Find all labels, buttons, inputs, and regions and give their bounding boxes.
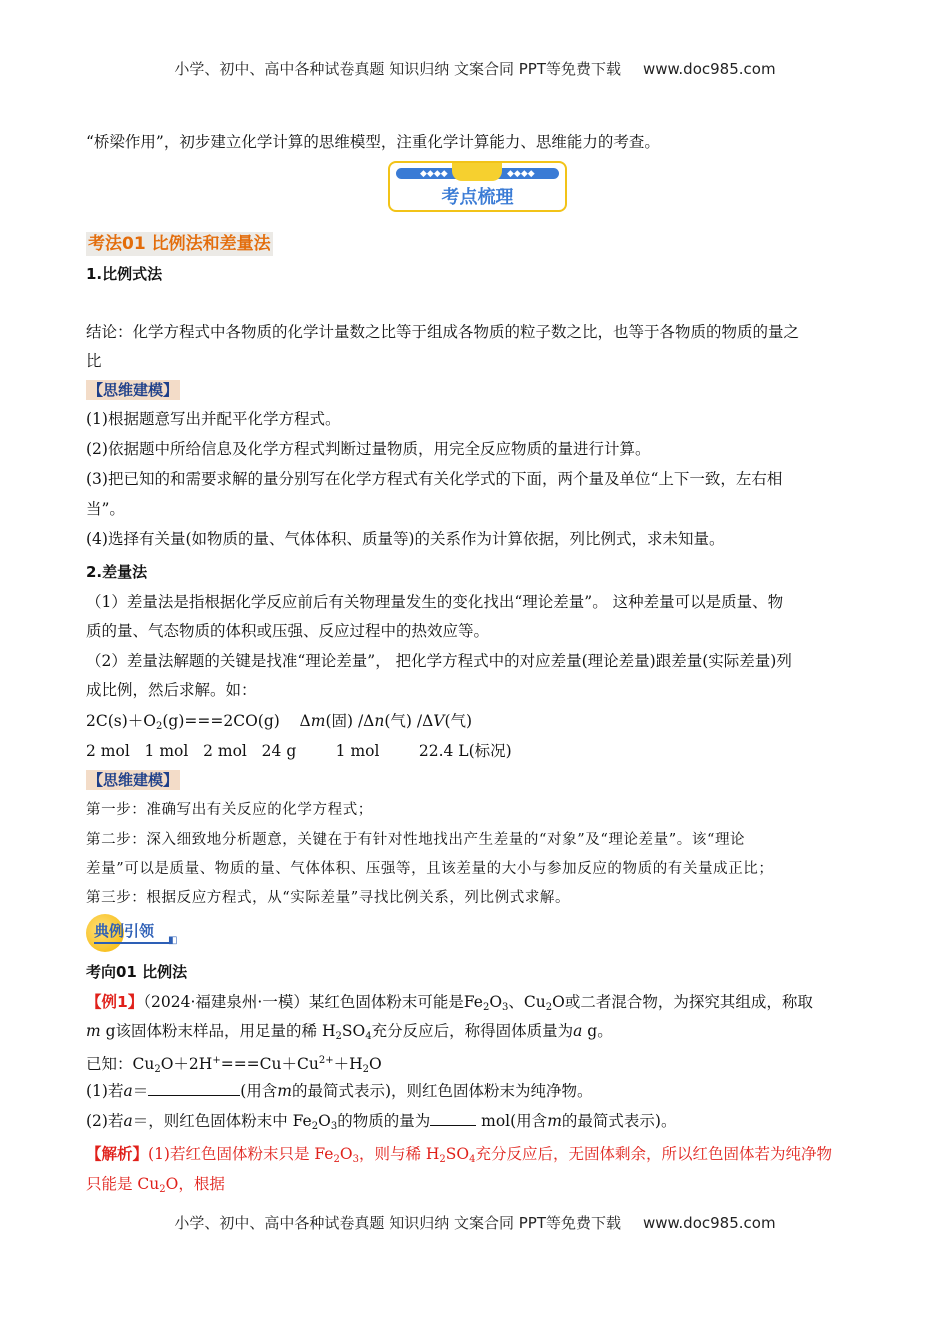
header-url[interactable]: www.doc985.com — [642, 60, 776, 78]
diff-p1b: 质的量、气态物质的体积或压强、反应过程中的热效应等。 — [86, 622, 490, 640]
method-title-wrap — [86, 229, 273, 254]
modeling-tag-1: 【思维建模】 — [88, 381, 179, 399]
step-3b: 当”。 — [86, 500, 125, 518]
badge-icon: ◧ — [168, 935, 178, 946]
analysis-line2: 只能是 $Cu_2O$，根据 — [86, 1175, 225, 1195]
step-first: 第一步：准确写出有关反应的化学方程式； — [86, 802, 373, 818]
reaction-amounts: 2 mol 1 mol 2 mol 24 g 1 mol 22.4 L(标况) — [86, 742, 512, 760]
method-title: 考法01 比例法和差量法 — [88, 234, 271, 254]
header-text: 小学、初中、高中各种试卷真题 知识归纳 文案合同 PPT等免费下载 — [174, 60, 621, 78]
conclusion-line2: 比 — [86, 352, 102, 370]
reaction-equation: $2C(s)+O_2(g)===2CO(g)$ Δm(固) /Δn(气) /ΔV(气) — [86, 712, 473, 732]
footer-url[interactable]: www.doc985.com — [642, 1214, 776, 1232]
step-4: (4)选择有关量(如物质的量、气体体积、质量等)的关系作为计算依据，列比例式，求未知量。 — [86, 530, 725, 548]
page-header — [0, 58, 950, 79]
example-line2: m g该固体粉末样品，用足量的稀 $H_2SO_4$充分反应后，称得固体质量为a g。 — [86, 1022, 613, 1042]
step-third: 第三步：根据反应方程式，从“实际差量”寻找比例关系，列比例式求解。 — [86, 890, 571, 906]
example-badge — [86, 914, 186, 952]
example-line1: 【例1】（2024·福建泉州·一模）某红色固体粉末可能是$Fe_2O_3$、$Cu_2O$或二者混合物，为探究其组成，称取 — [86, 993, 813, 1013]
modeling-tag-2: 【思维建模】 — [88, 771, 179, 789]
analysis-line1: 【解析】(1)若红色固体粉末只是 $Fe_2O_3$，则与稀 $H_2SO_4$充分反应后，无固体剩余，所以红色固体若为纯净物 — [86, 1145, 832, 1165]
step-1: (1)根据题意写出并配平化学方程式。 — [86, 410, 341, 428]
direction-heading: 考向01 比例法 — [86, 963, 188, 981]
banner-title: 考点梳理 — [441, 187, 514, 208]
answer-blank-1[interactable] — [148, 1081, 240, 1096]
banner-dots-left: ◆◆◆◆ — [420, 169, 448, 179]
badge-rule — [94, 942, 172, 944]
diff-p2b: 成比例，然后求解。如： — [86, 681, 257, 699]
intro-text: “桥梁作用”，初步建立化学计算的思维模型，注重化学计算能力、思维能力的考查。 — [86, 133, 660, 151]
badge-label: 典例引领 — [94, 922, 155, 940]
known-equation: 已知：$Cu_2O+2H^+===Cu+Cu^{2+}+H_2O$ — [86, 1055, 382, 1075]
modeling-tag-2-wrap — [86, 769, 180, 790]
section-banner — [388, 161, 567, 212]
conclusion-line1: 结论：化学方程式中各物质的化学计量数之比等于组成各物质的粒子数之比，也等于各物质的物质的量之 — [86, 323, 800, 341]
modeling-tag-1-wrap — [86, 379, 180, 400]
banner-cap — [452, 163, 502, 181]
banner-dots-right: ◆◆◆◆ — [507, 169, 535, 179]
section1-heading: 1.比例式法 — [86, 265, 163, 283]
step-3a: (3)把已知的和需要求解的量分别写在化学方程式有关化学式的下面，两个量及单位“上下一致，左右相 — [86, 470, 783, 488]
diff-p2a: （2）差量法解题的关键是找准“理论差量”， 把化学方程式中的对应差量(理论差量)跟差量(实际差量)列 — [86, 652, 792, 670]
example-label: 【例1】 — [86, 993, 144, 1011]
step-2: (2)依据题中所给信息及化学方程式判断过量物质，用完全反应物质的量进行计算。 — [86, 440, 651, 458]
step-second-b: 差量”可以是质量、物质的量、气体体积、压强等，且该差量的大小与参加反应的物质的有关量成正比； — [86, 861, 774, 877]
diff-p1a: （1）差量法是指根据化学反应前后有关物理量发生的变化找出“理论差量”。 这种差量可以是质量、物 — [86, 593, 784, 611]
question-1: (1)若a＝ (用含m的最简式表示)，则红色固体粉末为纯净物。 — [86, 1082, 593, 1100]
section2-heading: 2.差量法 — [86, 563, 148, 581]
question-2: (2)若a＝，则红色固体粉末中 $Fe_2O_3$的物质的量为 mol(用含m的最简式表示)。 — [86, 1112, 677, 1132]
footer-text: 小学、初中、高中各种试卷真题 知识归纳 文案合同 PPT等免费下载 — [174, 1214, 621, 1232]
analysis-label: 【解析】 — [86, 1145, 149, 1163]
page-footer — [0, 1212, 950, 1233]
answer-blank-2[interactable] — [430, 1111, 476, 1126]
step-second-a: 第二步：深入细致地分析题意，关键在于有针对性地找出产生差量的“对象”及“理论差量”。该“理论 — [86, 832, 746, 848]
